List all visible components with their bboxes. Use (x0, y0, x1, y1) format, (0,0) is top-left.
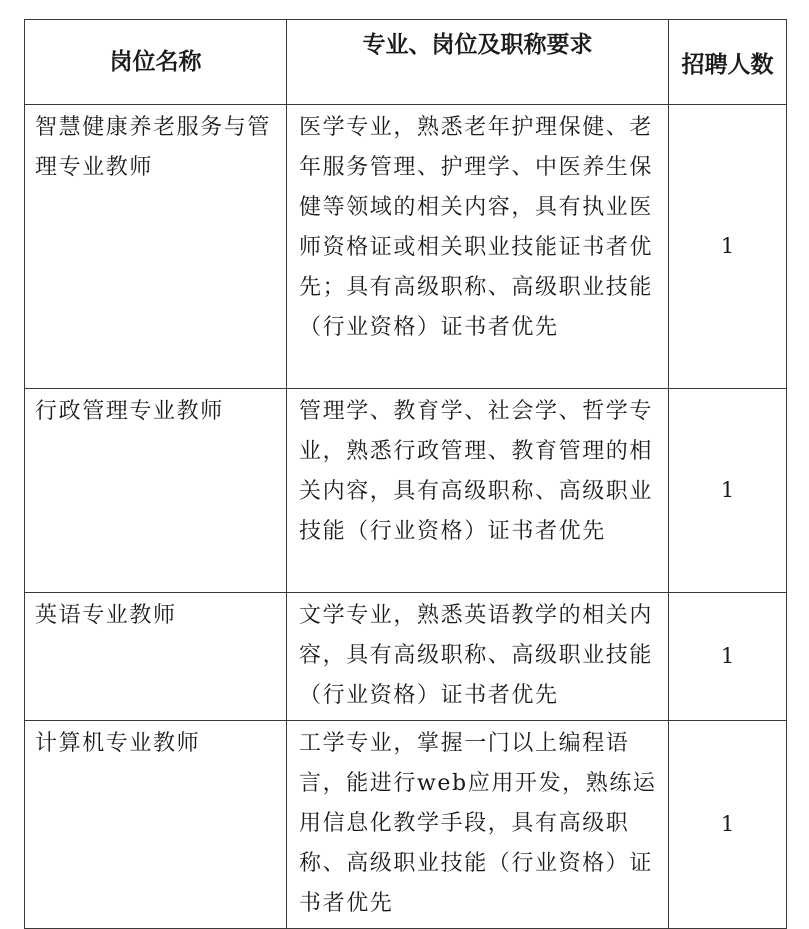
requirement-cell: 文学专业，熟悉英语教学的相关内容，具有高级职称、高级职业技能（行业资格）证书者优先 (287, 593, 669, 721)
table-header-row (25, 20, 787, 105)
count-cell: 1 (669, 593, 787, 721)
count-cell: 1 (669, 721, 787, 929)
requirement-cell: 工学专业，掌握一门以上编程语言，能进行web应用开发，熟练运用信息化教学手段，具有高级职称、高级职业技能（行业资格）证书者优先 (287, 721, 669, 929)
position-cell: 英语专业教师 (25, 593, 287, 721)
table-row (25, 389, 787, 593)
count-cell: 1 (669, 105, 787, 389)
position-cell: 智慧健康养老服务与管理专业教师 (25, 105, 287, 389)
requirement-cell: 管理学、教育学、社会学、哲学专业，熟悉行政管理、教育管理的相关内容，具有高级职称、高级职业技能（行业资格）证书者优先 (287, 389, 669, 593)
table-row (25, 105, 787, 389)
requirement-cell: 医学专业，熟悉老年护理保健、老年服务管理、护理学、中医养生保健等领域的相关内容，具有执业医师资格证或相关职业技能证书者优先；具有高级职称、高级职业技能（行业资格）证书者优先 (287, 105, 669, 389)
header-requirements: 专业、岗位及职称要求 (287, 20, 669, 105)
position-cell: 计算机专业教师 (25, 721, 287, 929)
table-row (25, 593, 787, 721)
position-cell: 行政管理专业教师 (25, 389, 287, 593)
table-row (25, 721, 787, 929)
recruitment-table (24, 19, 787, 929)
count-cell: 1 (669, 389, 787, 593)
header-position-name: 岗位名称 (25, 20, 287, 105)
header-count: 招聘人数 (669, 20, 787, 105)
